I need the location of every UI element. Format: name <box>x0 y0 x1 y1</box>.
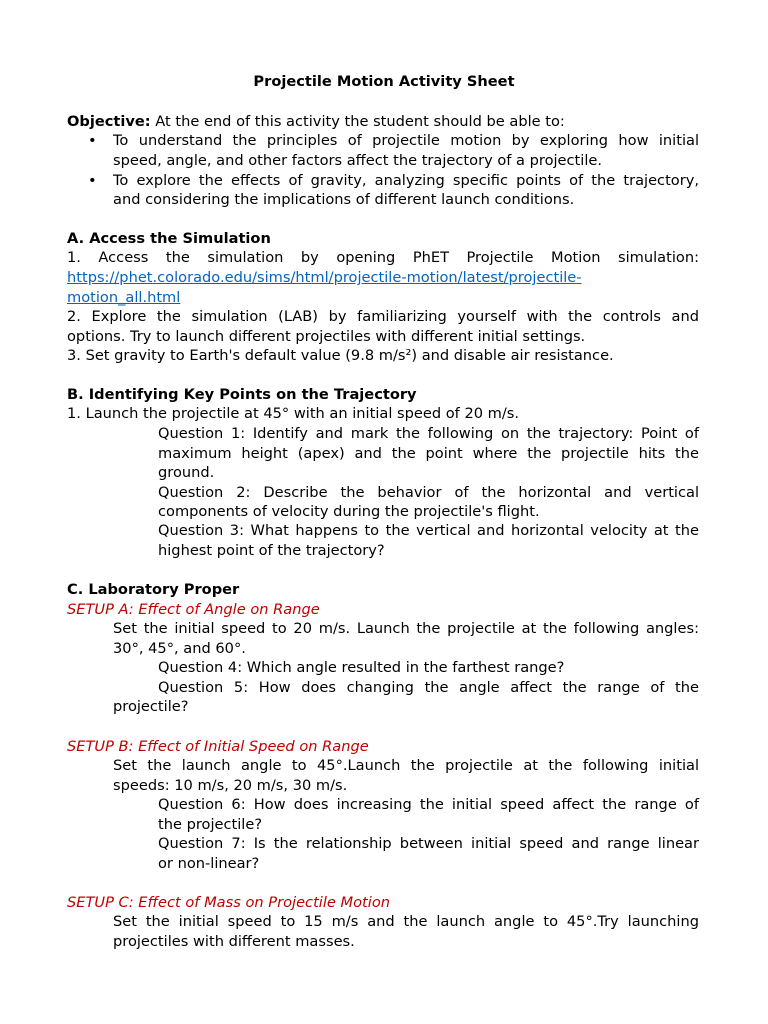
simulation-link-line-2[interactable]: motion_all.html <box>67 289 181 306</box>
question-1-line-3: ground. <box>158 464 215 481</box>
setup-b-line-1: Set the launch angle to 45°.Launch the projectile at the following initial <box>113 757 699 774</box>
objective-bullet-2-line-2: and considering the implications of different launch conditions. <box>113 191 575 208</box>
section-a-step-2-line-2: options. Try to launch different projectiles with different initial settings. <box>67 328 586 345</box>
bullet-icon: • <box>88 132 97 149</box>
section-a-step-3: 3. Set gravity to Earth's default value (9.8 m/s²) and disable air resistance. <box>67 347 614 364</box>
objective-bullet-1-line-1: To understand the principles of projectile motion by exploring how initial <box>113 132 699 149</box>
objective-text: At the end of this activity the student should be able to: <box>150 113 565 130</box>
setup-b-line-2: speeds: 10 m/s, 20 m/s, 30 m/s. <box>113 777 348 794</box>
question-6-line-1: Question 6: How does increasing the initial speed affect the range of <box>158 796 699 813</box>
question-3-line-1: Question 3: What happens to the vertical and horizontal velocity at the <box>158 522 699 539</box>
bullet-icon: • <box>88 172 97 189</box>
question-7-line-1: Question 7: Is the relationship between initial speed and range linear <box>158 835 699 852</box>
setup-b-title: SETUP B: Effect of Initial Speed on Range <box>67 738 369 755</box>
section-a-heading: A. Access the Simulation <box>67 230 271 247</box>
section-a-step-2-line-1: 2. Explore the simulation (LAB) by familiarizing yourself with the controls and <box>67 308 699 325</box>
section-b-step-1: 1. Launch the projectile at 45° with an initial speed of 20 m/s. <box>67 405 520 422</box>
section-b-heading: B. Identifying Key Points on the Trajectory <box>67 386 417 403</box>
question-5-line-2: projectile? <box>113 698 189 715</box>
simulation-link-line-1[interactable]: https://phet.colorado.edu/sims/html/projectile-motion/latest/projectile- <box>67 269 582 286</box>
section-c-heading: C. Laboratory Proper <box>67 581 240 598</box>
page-title: Projectile Motion Activity Sheet <box>253 73 515 90</box>
question-3-line-2: highest point of the trajectory? <box>158 542 385 559</box>
objective-bullet-2-line-1: To explore the effects of gravity, analyzing specific points of the trajectory, <box>113 172 699 189</box>
question-6-line-2: the projectile? <box>158 816 263 833</box>
question-2-line-1: Question 2: Describe the behavior of the horizontal and vertical <box>158 484 699 501</box>
setup-c-line-2: projectiles with different masses. <box>113 933 355 950</box>
question-5-line-1: Question 5: How does changing the angle affect the range of the <box>158 679 699 696</box>
setup-c-line-1: Set the initial speed to 15 m/s and the launch angle to 45°.Try launching <box>113 913 699 930</box>
section-a-step-1: 1. Access the simulation by opening PhET Projectile Motion simulation: <box>67 249 699 266</box>
objective-label: Objective: <box>67 113 151 130</box>
objective-line <box>67 112 565 132</box>
question-7-line-2: or non-linear? <box>158 855 260 872</box>
setup-a-line-2: 30°, 45°, and 60°. <box>113 640 246 657</box>
question-4: Question 4: Which angle resulted in the farthest range? <box>158 659 565 676</box>
setup-c-title: SETUP C: Effect of Mass on Projectile Motion <box>67 894 390 911</box>
question-2-line-2: components of velocity during the projectile's flight. <box>158 503 540 520</box>
question-1-line-2: maximum height (apex) and the point where the projectile hits the <box>158 445 699 462</box>
objective-bullet-1-line-2: speed, angle, and other factors affect the trajectory of a projectile. <box>113 152 603 169</box>
question-1-line-1: Question 1: Identify and mark the following on the trajectory: Point of <box>158 425 699 442</box>
setup-a-title: SETUP A: Effect of Angle on Range <box>67 601 320 618</box>
setup-a-line-1: Set the initial speed to 20 m/s. Launch the projectile at the following angles: <box>113 620 699 637</box>
